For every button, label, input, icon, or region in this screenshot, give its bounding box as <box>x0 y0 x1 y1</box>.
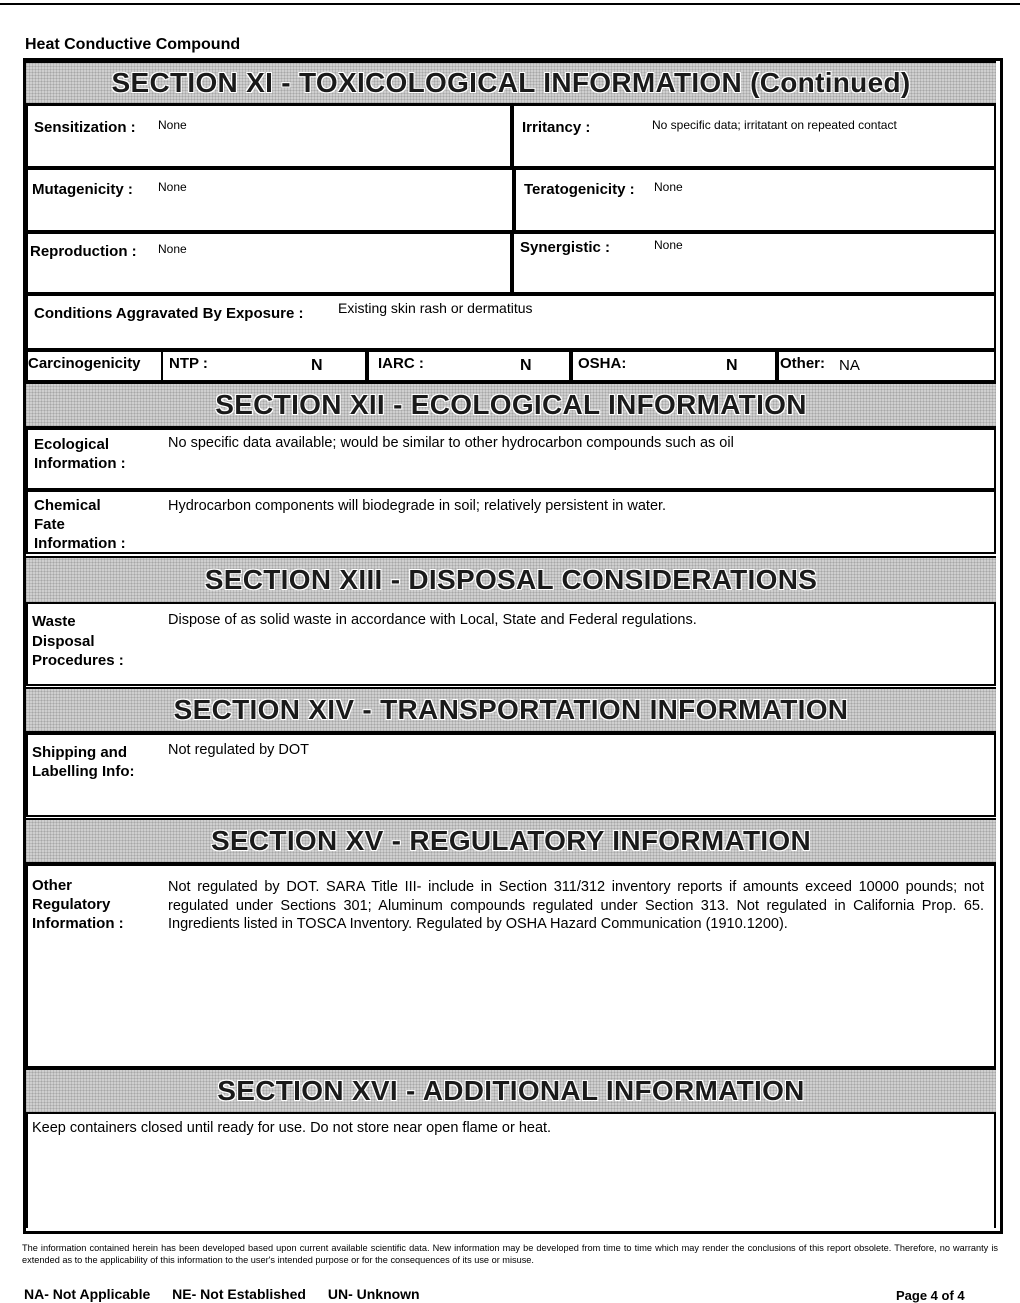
irritancy-value: No specific data; irritatant on repeated contact <box>652 118 897 132</box>
waste-disposal-label-1: Waste <box>32 613 76 630</box>
mutagenicity-value: None <box>158 180 187 194</box>
other-regulatory-row <box>26 864 996 1068</box>
other-label: Other: <box>780 355 825 372</box>
conditions-label: Conditions Aggravated By Exposure : <box>34 305 304 322</box>
section-xiii-header: SECTION XIII - DISPOSAL CONSIDERATIONS <box>26 556 996 604</box>
chemical-fate-label-2: Fate <box>34 516 65 533</box>
chemical-fate-label-3: Information : <box>34 535 126 552</box>
ntp-label: NTP : <box>169 355 208 372</box>
page-number: Page 4 of 4 <box>896 1288 965 1303</box>
sensitization-value: None <box>158 118 187 132</box>
mutagenicity-label: Mutagenicity : <box>32 181 133 198</box>
legend-ne: NE- Not Established <box>172 1286 306 1302</box>
conditions-value: Existing skin rash or dermatitus <box>338 300 533 316</box>
sensitization-cell <box>26 104 512 168</box>
chemical-fate-value: Hydrocarbon components will biodegrade in soil; relatively persistent in water. <box>168 498 667 514</box>
reproduction-value: None <box>158 242 187 256</box>
chemical-fate-row <box>26 490 996 554</box>
regulatory-label-3: Information : <box>32 915 124 932</box>
section-xii-header: SECTION XII - ECOLOGICAL INFORMATION <box>26 382 996 428</box>
waste-disposal-label-3: Procedures : <box>32 652 124 669</box>
other-cell <box>777 350 996 382</box>
section-xvi-header: SECTION XVI - ADDITIONAL INFORMATION <box>26 1068 996 1114</box>
legend-un: UN- Unknown <box>327 1286 420 1302</box>
osha-label: OSHA: <box>578 355 627 372</box>
other-value: NA <box>839 357 860 374</box>
legend-na: NA- Not Applicable <box>24 1286 151 1302</box>
shipping-value: Not regulated by DOT <box>168 742 310 758</box>
irritancy-label: Irritancy : <box>522 119 591 136</box>
waste-disposal-row <box>26 602 996 686</box>
osha-value: N <box>726 357 738 374</box>
osha-cell <box>571 350 777 382</box>
ecological-label-2: Information : <box>34 455 126 472</box>
sensitization-label: Sensitization : <box>34 119 136 136</box>
chemical-fate-label-1: Chemical <box>34 497 101 514</box>
top-rule <box>0 3 1020 5</box>
synergistic-label: Synergistic : <box>520 239 611 256</box>
reproduction-label: Reproduction : <box>30 243 137 260</box>
iarc-cell <box>367 350 571 382</box>
teratogenicity-value: None <box>654 180 683 194</box>
ecological-label-1: Ecological <box>34 436 110 453</box>
disclaimer: The information contained herein has been developed based upon current available scientific data. New information may be developed from time to time which may render the conclusions of this report obsolete. Therefore, no warranty is extended as to the applicability of this information to the user's intended purpose or for the consequences of its use or misuse. <box>22 1243 998 1265</box>
regulatory-value: Not regulated by DOT. SARA Title III- include in Section 311/312 inventory reports if amounts exceed 10000 pounds; not regulated under Sections 301; Aluminum compounds regulated under Section 313. Not regulated in California Prop. 65. Ingredients listed in TOSCA Inventory. Regulated by OSHA Hazard Communication (1910.1200). <box>168 879 984 932</box>
mutagenicity-cell <box>26 168 514 232</box>
additional-information-row <box>26 1112 996 1228</box>
synergistic-cell <box>512 232 996 294</box>
irritancy-cell <box>512 104 996 168</box>
shipping-labelling-row <box>26 733 996 817</box>
ntp-cell <box>161 350 367 382</box>
iarc-label: IARC : <box>378 355 424 372</box>
teratogenicity-cell <box>514 168 996 232</box>
shipping-label-1: Shipping and <box>32 744 127 761</box>
waste-disposal-label-2: Disposal <box>32 633 95 650</box>
teratogenicity-label: Teratogenicity : <box>524 181 635 198</box>
document-title: Heat Conductive Compound <box>25 36 241 53</box>
ecological-information-row <box>26 428 996 490</box>
section-xi-header: SECTION XI - TOXICOLOGICAL INFORMATION (Continued) <box>26 61 996 105</box>
ntp-value: N <box>311 357 323 374</box>
section-xv-header: SECTION XV - REGULATORY INFORMATION <box>26 818 996 864</box>
additional-value: Keep containers closed until ready for use. Do not store near open flame or heat. <box>32 1120 552 1136</box>
shipping-label-2: Labelling Info: <box>32 763 135 780</box>
section-xiv-header: SECTION XIV - TRANSPORTATION INFORMATION <box>26 687 996 733</box>
conditions-aggravated-cell <box>26 294 996 350</box>
ecological-value: No specific data available; would be similar to other hydrocarbon compounds such as oil <box>168 435 734 451</box>
synergistic-value: None <box>654 238 683 252</box>
waste-disposal-value: Dispose of as solid waste in accordance with Local, State and Federal regulations. <box>168 612 697 628</box>
carcinogenicity-label: Carcinogenicity <box>28 355 141 372</box>
abbreviation-legend <box>24 1286 438 1302</box>
reproduction-cell <box>26 232 512 294</box>
regulatory-label-1: Other <box>32 877 73 894</box>
iarc-value: N <box>520 357 532 374</box>
regulatory-label-2: Regulatory <box>32 896 111 913</box>
